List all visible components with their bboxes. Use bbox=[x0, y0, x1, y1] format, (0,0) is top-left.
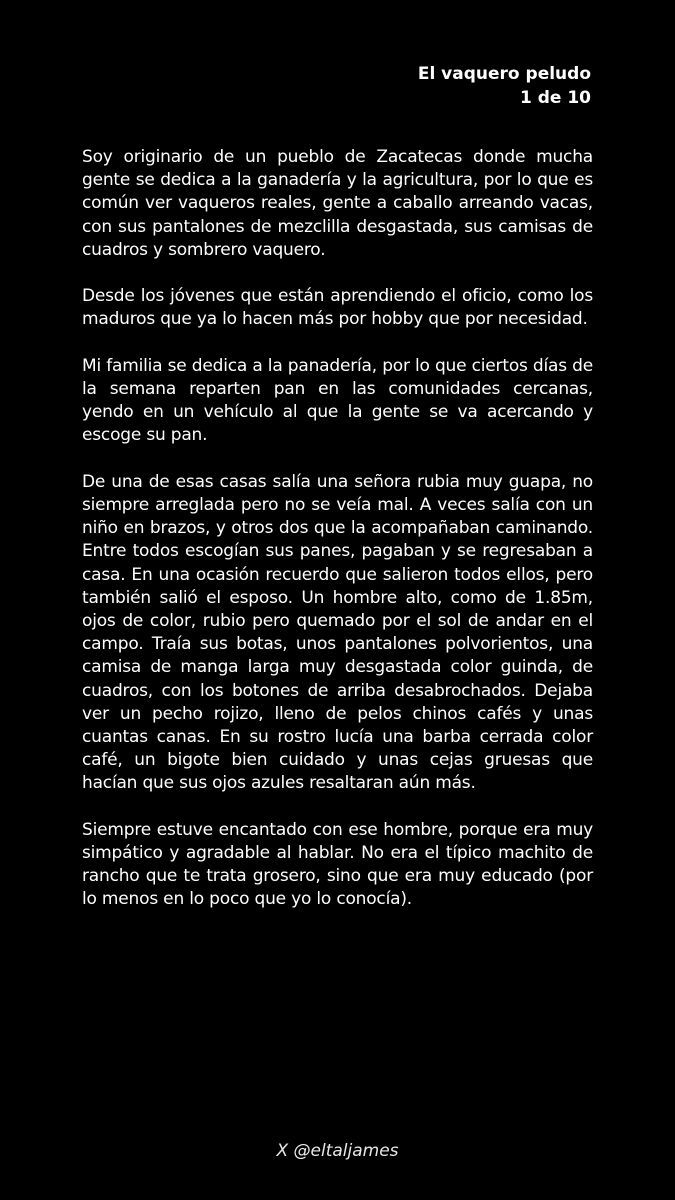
page-indicator: 1 de 10 bbox=[519, 88, 591, 108]
paragraph: Desde los jóvenes que están aprendiendo el oficio, como los maduros que ya lo hacen más por hobby que por necesidad. bbox=[82, 286, 593, 330]
story-header bbox=[418, 62, 591, 110]
paragraph: De una de esas casas salía una señora rubia muy guapa, no siempre arreglada pero no se veía mal. A veces salía con un niño en brazos, y otros dos que la acompañaban caminando. Entre todos escogían sus panes, pagaban y se regresaban a casa. En una ocasión recuerdo que salieron todos ellos, pero también salió el esposo. Un hombre alto, como de 1.85m, ojos de color, rubio pero quemado por el sol de andar en el campo. Traía sus botas, unos pantalones polvorientos, una camisa de manga larga muy desgastada color guinda, de cuadros, con los botones de arriba desabrochados. Dejaba ver un pecho rojizo, lleno de pelos chinos cafés y unas cuantas canas. En su rostro lucía una barba cerrada color café, un bigote bien cuidado y unas cejas gruesas que hacían que sus ojos azules resaltaran aún más. bbox=[82, 471, 593, 794]
paragraph: Siempre estuve encantado con ese hombre, porque era muy simpático y agradable al hablar. No era el típico machito de rancho que te trata grosero, sino que era muy educado (por lo menos en lo poco que yo lo conocía). bbox=[82, 819, 593, 910]
paragraph: Soy originario de un pueblo de Zacatecas donde mucha gente se dedica a la ganadería y la agricultura, por lo que es común ver vaqueros reales, gente a caballo arreando vacas, con sus pantalones de mezclilla desgastada, sus camisas de cuadros y sombrero vaquero. bbox=[82, 147, 593, 260]
story-body bbox=[82, 146, 593, 935]
story-title: El vaquero peludo bbox=[417, 64, 591, 84]
author-handle: X @eltaljames bbox=[276, 1141, 399, 1161]
paragraph: Mi familia se dedica a la panadería, por lo que ciertos días de la semana reparten pan en las comunidades cercanas, yendo en un vehículo al que la gente se va acercando y escoge su pan. bbox=[82, 355, 593, 446]
